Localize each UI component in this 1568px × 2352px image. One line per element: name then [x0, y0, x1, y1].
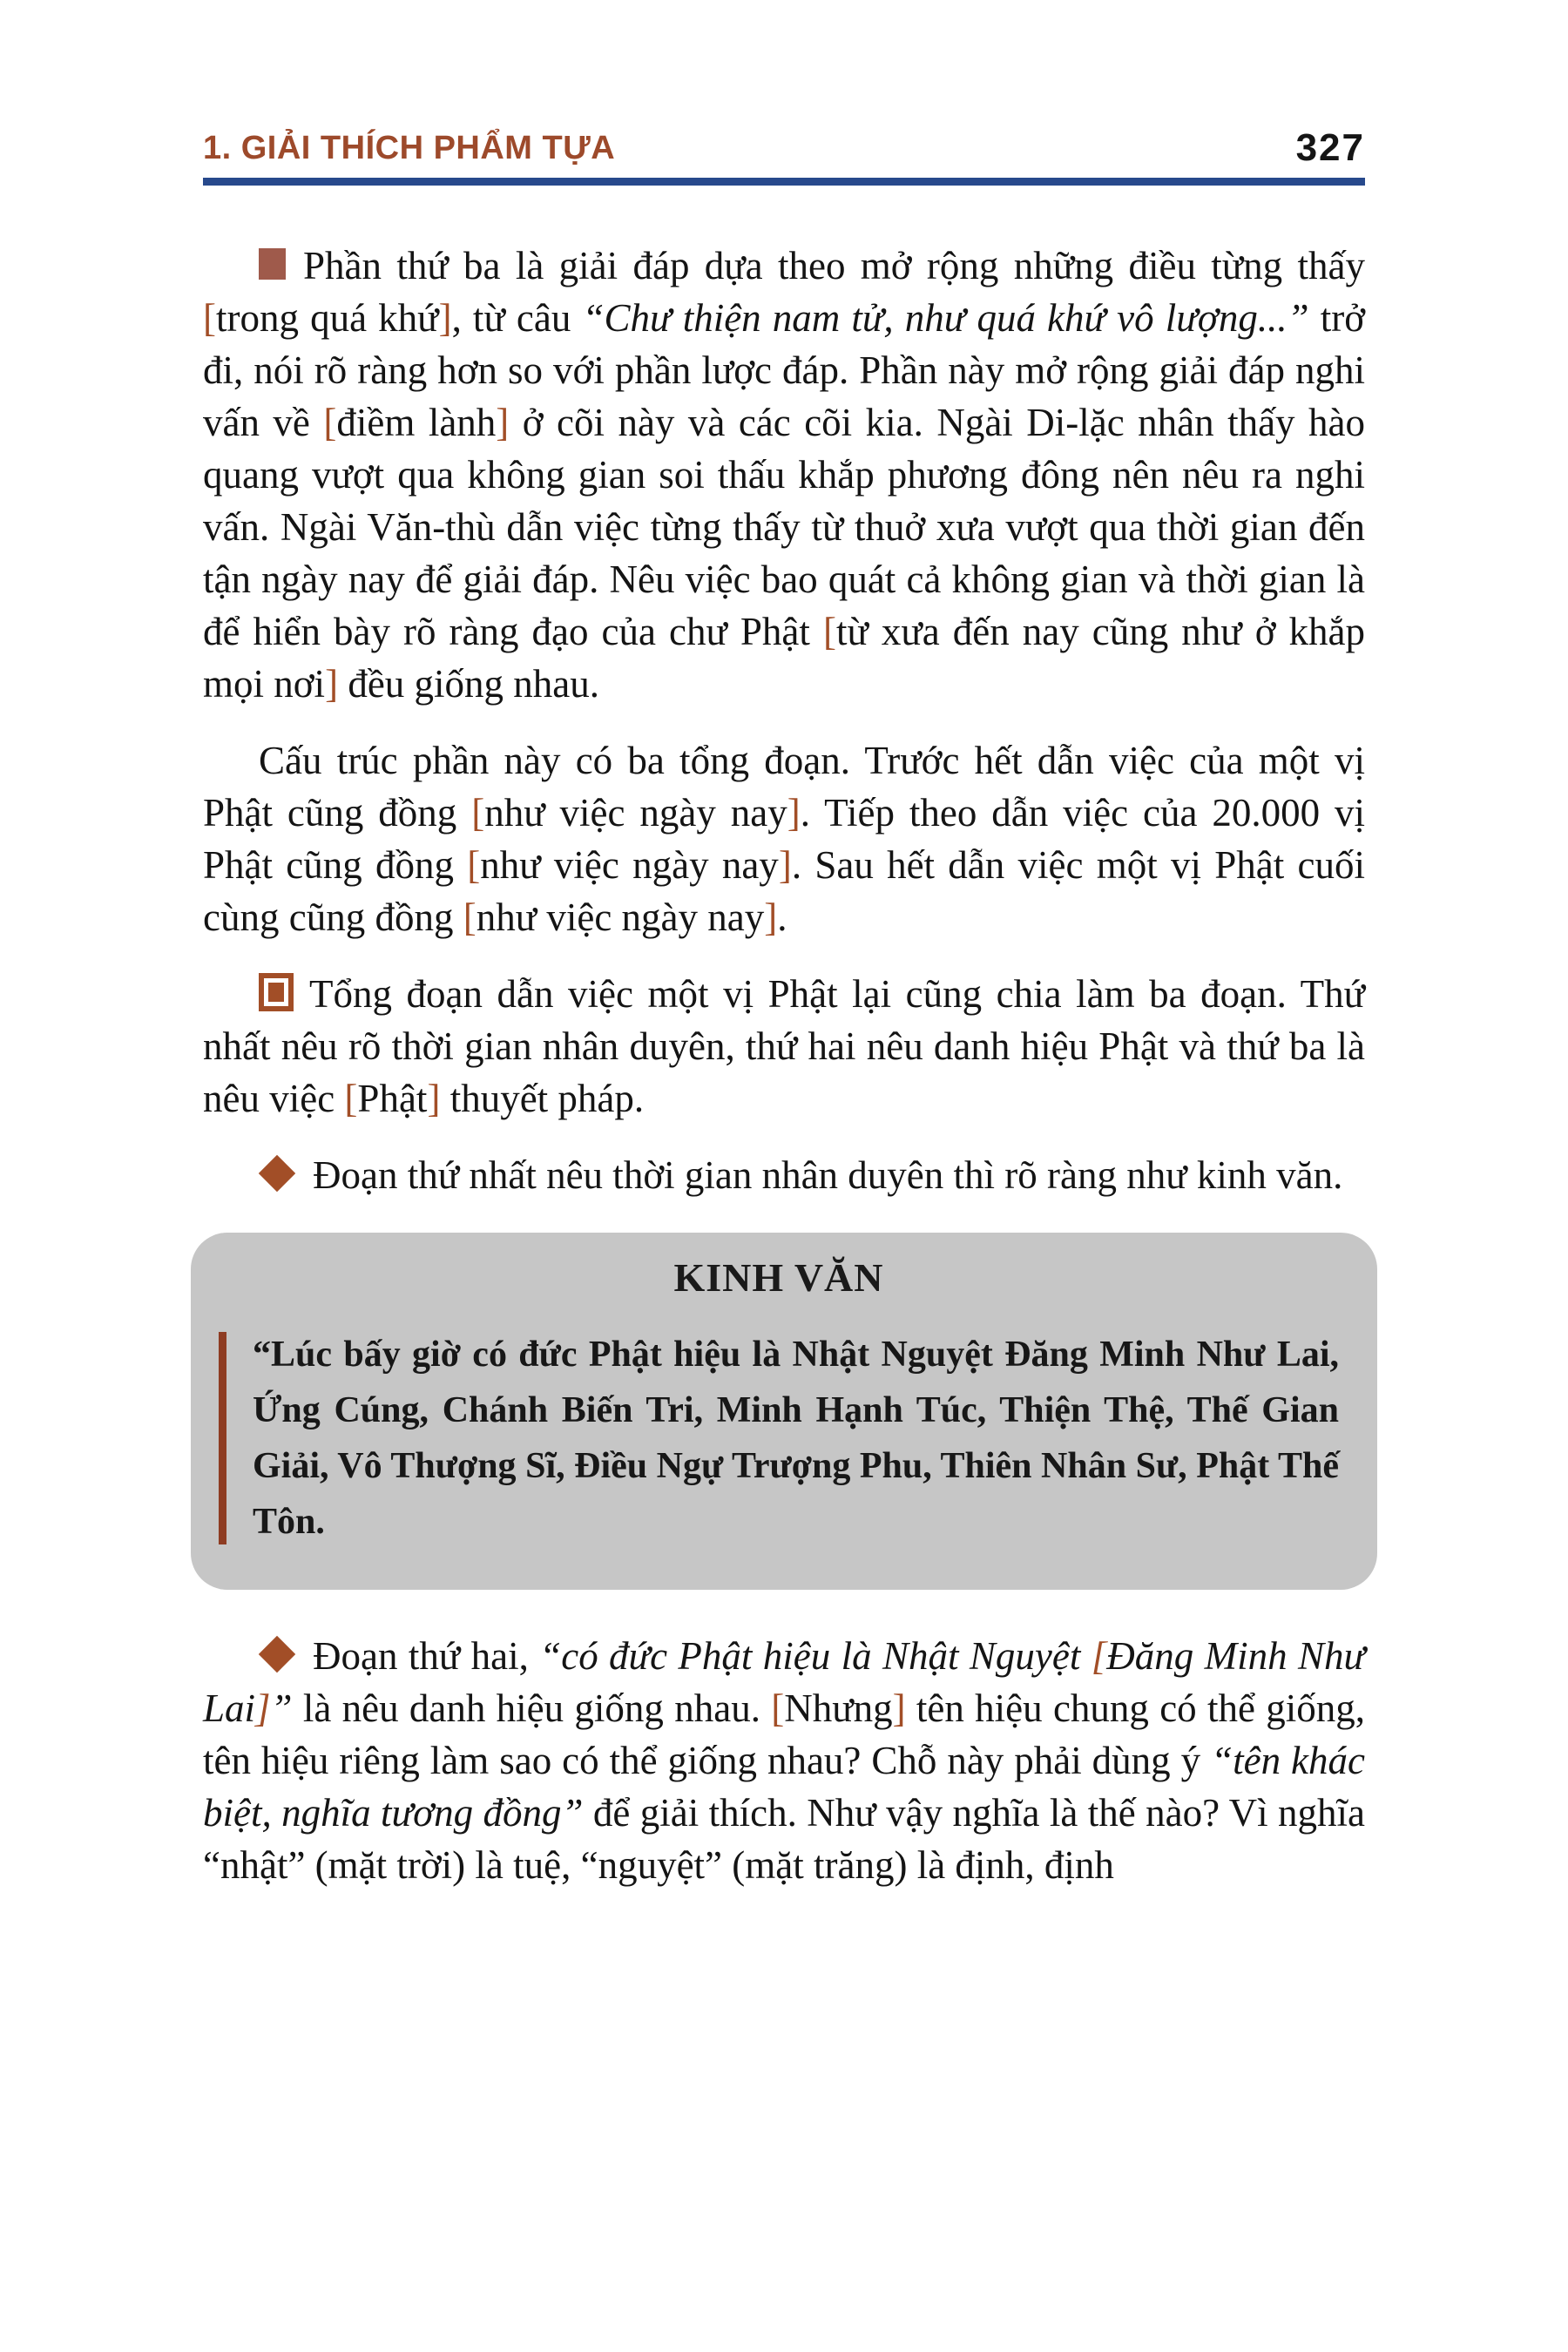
editorial-bracket: [	[467, 843, 481, 887]
text-segment: . Tiếp theo dẫn việc của 20.000 vị Phật cũng đồng	[203, 791, 1365, 887]
editorial-bracket: [	[771, 1686, 785, 1730]
text-segment: từ xưa đến nay cũng như ở khắp mọi nơi	[203, 610, 1365, 706]
text-segment: đều giống nhau.	[338, 662, 600, 706]
text-segment: Phần thứ ba là giải đáp dựa theo mở rộng những điều từng thấy	[303, 244, 1365, 287]
text-segment: Phật	[357, 1077, 428, 1120]
kinh-van-title: KINH VĂN	[673, 1255, 884, 1300]
text-segment: nay	[708, 843, 779, 887]
text-segment: để giải thích. Như vậy nghĩa là thế nào? Vì nghĩa “nhật” (mặt trời) là tuệ, “nguyệt” (mặt trăng) là định, định	[203, 1791, 1366, 1887]
paragraph	[203, 734, 1365, 943]
diamond-bullet-icon	[259, 1636, 295, 1673]
editorial-bracket: [	[344, 1077, 358, 1120]
text-segment: . Sau hết dẫn việc một vị Phật cuối cùng cũng đồng	[203, 843, 1365, 939]
section-title: 1. GIẢI THÍCH PHẨM TỰA	[203, 130, 616, 167]
text-segment: “Chư thiện nam tử, như quá khứ vô lượng...”	[582, 296, 1321, 340]
running-head	[203, 126, 1365, 169]
page-header	[203, 126, 1365, 186]
text-segment: thuyết pháp.	[440, 1077, 645, 1120]
editorial-bracket: [	[463, 896, 476, 939]
text-segment: như việc ngày nay	[484, 791, 787, 835]
outlined-square-bullet-icon	[259, 973, 294, 1011]
text-segment: Tổng đoạn dẫn việc một vị Phật lại cũng chia làm ba đoạn. Thứ nhất nêu rõ thời gian nhân duyên, thứ hai nêu danh hiệu Phật và thứ ba là nêu việc	[203, 972, 1365, 1120]
text-segment: Đăng Minh Như Lai	[203, 1634, 1366, 1730]
text-segment: là nêu danh hiệu giống nhau.	[292, 1686, 772, 1730]
editorial-bracket: ]	[787, 791, 801, 835]
editorial-bracket: ]	[496, 401, 510, 444]
editorial-bracket: [	[323, 401, 337, 444]
diamond-bullet-icon	[259, 1155, 295, 1192]
paragraph-group-bottom	[203, 1630, 1365, 1891]
editorial-bracket: [	[203, 296, 216, 340]
editorial-bracket: ]	[325, 662, 339, 706]
text-segment: Đoạn thứ nhất nêu thời gian nhân duyên thì rõ ràng như kinh văn.	[313, 1153, 1343, 1197]
quote-left-bar	[219, 1332, 226, 1544]
filled-square-bullet-icon	[259, 248, 286, 280]
editorial-bracket: ]	[438, 296, 452, 340]
body-text	[203, 240, 1365, 1891]
editorial-bracket: ]	[764, 896, 778, 939]
editorial-bracket: ]	[427, 1077, 441, 1120]
text-segment: như việc ngày nay	[476, 896, 765, 939]
text-segment: Đoạn thứ hai,	[313, 1634, 540, 1678]
editorial-bracket: ]	[255, 1686, 271, 1730]
paragraph	[203, 1149, 1365, 1201]
text-segment: ở cõi này và các cõi kia. Ngài Di-lặc nhân thấy hào quang vượt qua không gian soi thấu khắp phương đông nên nêu ra nghi vấn. Ngài Văn-thù dẫn việc từng thấy từ thuở xưa vượt qua thời gian đến tận ngày nay để giải đáp. Nêu việc bao quát cả không gian và thời gian là để hiển bày rõ ràng đạo của chư Phật	[203, 401, 1365, 653]
text-segment: Nhưng	[784, 1686, 893, 1730]
editorial-bracket: [	[1091, 1634, 1107, 1678]
text-segment: “tên khác biệt, nghĩa tương đồng”	[203, 1739, 1365, 1835]
paragraph	[203, 1630, 1365, 1891]
text-segment: như việc ngày	[480, 843, 709, 887]
editorial-bracket: [	[822, 610, 836, 653]
header-rule-divider	[203, 178, 1365, 186]
text-segment: trở đi, nói rõ ràng hơn so với phần lược đáp. Phần này mở rộng giải đáp nghi vấn về	[203, 296, 1365, 444]
text-segment: Cấu trúc phần này có ba tổng đoạn. Trước hết dẫn việc của một vị Phật cũng đồng	[203, 739, 1365, 835]
text-segment: ”	[270, 1686, 293, 1730]
text-segment: “có đức Phật hiệu là Nhật Nguyệt	[539, 1634, 1092, 1678]
kinh-van-box	[191, 1233, 1377, 1590]
kinh-van-quote	[219, 1327, 1339, 1550]
paragraph	[203, 240, 1365, 710]
editorial-bracket: ]	[778, 843, 792, 887]
text-segment: “Lúc bấy giờ có đức Phật hiệu là Nhật Nguyệt Đăng Minh Như Lai, Ứng Cúng, Chánh Biến Tri, Minh Hạnh Túc, Thiện Thệ, Thế Gian Giải, Vô Thượng Sĩ, Điều Ngự Trượng Phu, Thiên Nhân Sư, Phật Thế Tôn.	[253, 1335, 1339, 1542]
editorial-bracket: ]	[892, 1686, 906, 1730]
paragraph-group-top	[203, 240, 1365, 1201]
text-segment: .	[777, 896, 787, 939]
text-segment: tên hiệu chung có thể giống, tên hiệu riêng làm sao có thể giống nhau? Chỗ này phải dùng ý	[203, 1686, 1365, 1782]
text-segment: trong quá khứ	[216, 296, 439, 340]
text-segment: , từ câu	[451, 296, 583, 340]
text-segment: điềm lành	[336, 401, 497, 444]
kinh-van-text	[253, 1327, 1339, 1550]
paragraph	[203, 968, 1365, 1125]
page-number: 327	[1295, 126, 1365, 169]
editorial-bracket: [	[471, 791, 485, 835]
